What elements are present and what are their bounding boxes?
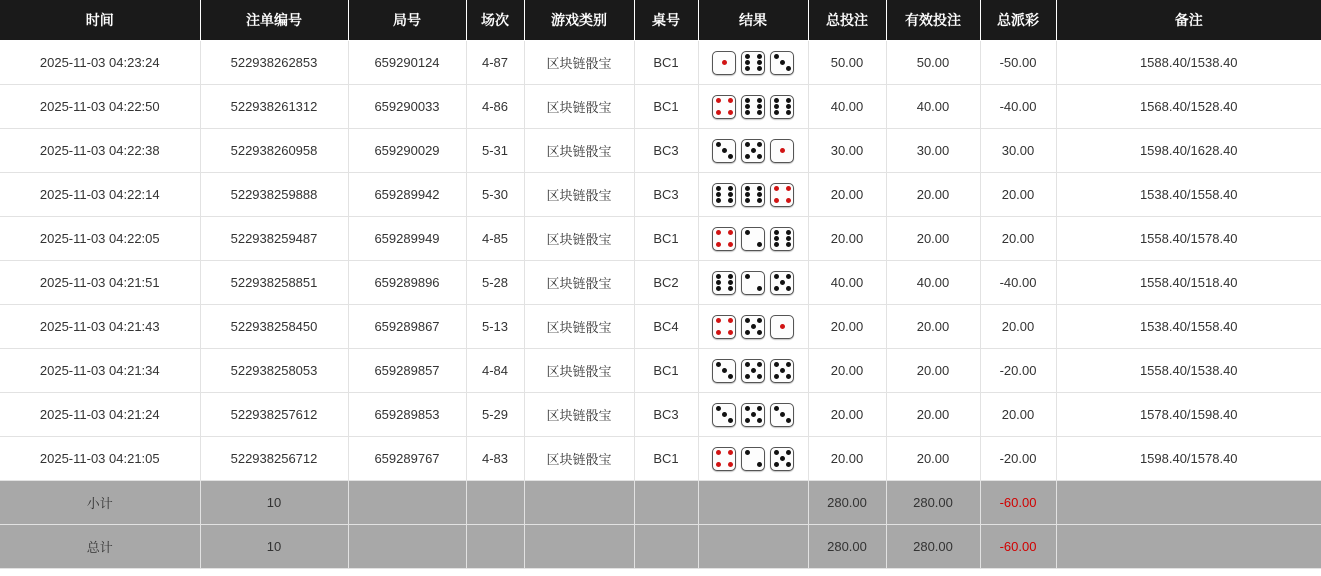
cell-time: 2025-11-03 04:22:38 bbox=[0, 129, 200, 173]
table-row bbox=[0, 261, 1321, 305]
dice-icon bbox=[770, 183, 794, 207]
cell-total-payout: -50.00 bbox=[980, 41, 1056, 85]
cell-total-bet: 40.00 bbox=[808, 261, 886, 305]
cell-valid-bet: 40.00 bbox=[886, 85, 980, 129]
cell-remark: 1588.40/1538.40 bbox=[1056, 41, 1321, 85]
cell-total-bet: 40.00 bbox=[808, 85, 886, 129]
dice-icon bbox=[712, 183, 736, 207]
cell-table-no: BC1 bbox=[634, 217, 698, 261]
cell-total-payout: -40.00 bbox=[980, 261, 1056, 305]
cell-table-no: BC4 bbox=[634, 305, 698, 349]
table-row bbox=[0, 173, 1321, 217]
table-header bbox=[0, 0, 1321, 41]
cell-round-no: 659289896 bbox=[348, 261, 466, 305]
dice-icon bbox=[741, 183, 765, 207]
cell-total-payout: 20.00 bbox=[980, 305, 1056, 349]
cell-session: 4-84 bbox=[466, 349, 524, 393]
dice-icon bbox=[770, 403, 794, 427]
cell-remark: 1558.40/1578.40 bbox=[1056, 217, 1321, 261]
table-row bbox=[0, 129, 1321, 173]
cell-round-no: 659290033 bbox=[348, 85, 466, 129]
dice-result-group bbox=[703, 227, 804, 251]
dice-icon bbox=[712, 315, 736, 339]
cell-session: 5-13 bbox=[466, 305, 524, 349]
dice-icon bbox=[770, 139, 794, 163]
cell-result bbox=[698, 85, 808, 129]
dice-icon bbox=[770, 51, 794, 75]
cell-total-bet: 20.00 bbox=[808, 217, 886, 261]
cell-time: 2025-11-03 04:22:14 bbox=[0, 173, 200, 217]
summary-valid-bet: 280.00 bbox=[886, 525, 980, 569]
cell-game-type: 区块链骰宝 bbox=[524, 393, 634, 437]
cell-game-type: 区块链骰宝 bbox=[524, 437, 634, 481]
cell-game-type: 区块链骰宝 bbox=[524, 305, 634, 349]
cell-session: 4-85 bbox=[466, 217, 524, 261]
dice-icon bbox=[712, 403, 736, 427]
cell-result bbox=[698, 261, 808, 305]
column-header-game-type: 游戏类别 bbox=[524, 0, 634, 41]
dice-icon bbox=[712, 447, 736, 471]
cell-table-no: BC2 bbox=[634, 261, 698, 305]
summary-empty-round bbox=[348, 481, 466, 525]
summary-empty-game bbox=[524, 481, 634, 525]
cell-time: 2025-11-03 04:23:24 bbox=[0, 41, 200, 85]
cell-round-no: 659289942 bbox=[348, 173, 466, 217]
cell-time: 2025-11-03 04:22:05 bbox=[0, 217, 200, 261]
dice-result-group bbox=[703, 271, 804, 295]
dice-icon bbox=[741, 227, 765, 251]
cell-table-no: BC3 bbox=[634, 129, 698, 173]
cell-order-no: 522938256712 bbox=[200, 437, 348, 481]
dice-result-group bbox=[703, 315, 804, 339]
summary-empty-session bbox=[466, 481, 524, 525]
summary-total-payout: -60.00 bbox=[980, 525, 1056, 569]
cell-game-type: 区块链骰宝 bbox=[524, 129, 634, 173]
cell-valid-bet: 20.00 bbox=[886, 349, 980, 393]
dice-result-group bbox=[703, 51, 804, 75]
summary-empty-round bbox=[348, 525, 466, 569]
cell-session: 4-86 bbox=[466, 85, 524, 129]
cell-valid-bet: 30.00 bbox=[886, 129, 980, 173]
summary-total-bet: 280.00 bbox=[808, 525, 886, 569]
dice-icon bbox=[741, 315, 765, 339]
cell-total-payout: -40.00 bbox=[980, 85, 1056, 129]
summary-total-payout: -60.00 bbox=[980, 481, 1056, 525]
dice-icon bbox=[712, 51, 736, 75]
cell-result bbox=[698, 217, 808, 261]
dice-result-group bbox=[703, 359, 804, 383]
dice-icon bbox=[741, 139, 765, 163]
cell-time: 2025-11-03 04:21:51 bbox=[0, 261, 200, 305]
cell-order-no: 522938259487 bbox=[200, 217, 348, 261]
dice-result-group bbox=[703, 403, 804, 427]
cell-order-no: 522938257612 bbox=[200, 393, 348, 437]
cell-valid-bet: 20.00 bbox=[886, 305, 980, 349]
dice-icon bbox=[770, 271, 794, 295]
table-row bbox=[0, 393, 1321, 437]
cell-result bbox=[698, 173, 808, 217]
cell-total-payout: 20.00 bbox=[980, 393, 1056, 437]
summary-label: 总计 bbox=[0, 525, 200, 569]
summary-empty-table bbox=[634, 481, 698, 525]
column-header-valid-bet: 有效投注 bbox=[886, 0, 980, 41]
column-header-round-no: 局号 bbox=[348, 0, 466, 41]
cell-time: 2025-11-03 04:21:24 bbox=[0, 393, 200, 437]
cell-time: 2025-11-03 04:21:05 bbox=[0, 437, 200, 481]
cell-total-bet: 20.00 bbox=[808, 173, 886, 217]
dice-icon bbox=[712, 95, 736, 119]
cell-total-payout: 20.00 bbox=[980, 217, 1056, 261]
cell-total-payout: 20.00 bbox=[980, 173, 1056, 217]
column-header-result: 结果 bbox=[698, 0, 808, 41]
summary-empty-remark bbox=[1056, 525, 1321, 569]
cell-valid-bet: 20.00 bbox=[886, 393, 980, 437]
cell-remark: 1538.40/1558.40 bbox=[1056, 173, 1321, 217]
column-header-session: 场次 bbox=[466, 0, 524, 41]
table-row bbox=[0, 305, 1321, 349]
summary-total-bet: 280.00 bbox=[808, 481, 886, 525]
summary-row bbox=[0, 525, 1321, 569]
dice-result-group bbox=[703, 95, 804, 119]
table-body bbox=[0, 41, 1321, 569]
cell-total-payout: -20.00 bbox=[980, 437, 1056, 481]
cell-session: 4-83 bbox=[466, 437, 524, 481]
dice-icon bbox=[741, 447, 765, 471]
summary-count: 10 bbox=[200, 481, 348, 525]
cell-round-no: 659289767 bbox=[348, 437, 466, 481]
summary-empty-result bbox=[698, 481, 808, 525]
dice-icon bbox=[770, 315, 794, 339]
cell-total-bet: 50.00 bbox=[808, 41, 886, 85]
cell-time: 2025-11-03 04:22:50 bbox=[0, 85, 200, 129]
table-row bbox=[0, 349, 1321, 393]
cell-total-payout: 30.00 bbox=[980, 129, 1056, 173]
cell-order-no: 522938262853 bbox=[200, 41, 348, 85]
cell-round-no: 659289857 bbox=[348, 349, 466, 393]
cell-order-no: 522938258851 bbox=[200, 261, 348, 305]
cell-table-no: BC3 bbox=[634, 173, 698, 217]
column-header-order-no: 注单编号 bbox=[200, 0, 348, 41]
column-header-total-payout: 总派彩 bbox=[980, 0, 1056, 41]
cell-session: 4-87 bbox=[466, 41, 524, 85]
header-row bbox=[0, 0, 1321, 41]
dice-icon bbox=[741, 95, 765, 119]
column-header-table-no: 桌号 bbox=[634, 0, 698, 41]
cell-round-no: 659290029 bbox=[348, 129, 466, 173]
cell-remark: 1598.40/1628.40 bbox=[1056, 129, 1321, 173]
dice-icon bbox=[741, 359, 765, 383]
cell-game-type: 区块链骰宝 bbox=[524, 261, 634, 305]
dice-icon bbox=[712, 359, 736, 383]
cell-game-type: 区块链骰宝 bbox=[524, 349, 634, 393]
summary-row bbox=[0, 481, 1321, 525]
dice-icon bbox=[712, 139, 736, 163]
cell-game-type: 区块链骰宝 bbox=[524, 41, 634, 85]
cell-order-no: 522938258450 bbox=[200, 305, 348, 349]
cell-remark: 1568.40/1528.40 bbox=[1056, 85, 1321, 129]
cell-result bbox=[698, 129, 808, 173]
cell-result bbox=[698, 393, 808, 437]
table-row bbox=[0, 85, 1321, 129]
cell-table-no: BC1 bbox=[634, 437, 698, 481]
dice-icon bbox=[770, 227, 794, 251]
cell-remark: 1558.40/1518.40 bbox=[1056, 261, 1321, 305]
cell-session: 5-29 bbox=[466, 393, 524, 437]
table-row bbox=[0, 437, 1321, 481]
dice-icon bbox=[712, 227, 736, 251]
cell-remark: 1598.40/1578.40 bbox=[1056, 437, 1321, 481]
cell-valid-bet: 20.00 bbox=[886, 437, 980, 481]
cell-session: 5-30 bbox=[466, 173, 524, 217]
cell-game-type: 区块链骰宝 bbox=[524, 173, 634, 217]
cell-valid-bet: 20.00 bbox=[886, 173, 980, 217]
summary-label: 小计 bbox=[0, 481, 200, 525]
cell-total-bet: 20.00 bbox=[808, 349, 886, 393]
cell-total-bet: 30.00 bbox=[808, 129, 886, 173]
cell-valid-bet: 40.00 bbox=[886, 261, 980, 305]
cell-total-bet: 20.00 bbox=[808, 437, 886, 481]
dice-result-group bbox=[703, 447, 804, 471]
cell-session: 5-28 bbox=[466, 261, 524, 305]
dice-icon bbox=[741, 51, 765, 75]
cell-session: 5-31 bbox=[466, 129, 524, 173]
dice-icon bbox=[770, 359, 794, 383]
cell-table-no: BC1 bbox=[634, 41, 698, 85]
summary-empty-remark bbox=[1056, 481, 1321, 525]
cell-order-no: 522938258053 bbox=[200, 349, 348, 393]
cell-table-no: BC1 bbox=[634, 85, 698, 129]
table-row bbox=[0, 217, 1321, 261]
cell-table-no: BC3 bbox=[634, 393, 698, 437]
cell-remark: 1538.40/1558.40 bbox=[1056, 305, 1321, 349]
cell-round-no: 659289853 bbox=[348, 393, 466, 437]
cell-remark: 1578.40/1598.40 bbox=[1056, 393, 1321, 437]
dice-result-group bbox=[703, 183, 804, 207]
dice-result-group bbox=[703, 139, 804, 163]
cell-remark: 1558.40/1538.40 bbox=[1056, 349, 1321, 393]
table-row bbox=[0, 41, 1321, 85]
cell-round-no: 659289867 bbox=[348, 305, 466, 349]
dice-icon bbox=[770, 95, 794, 119]
cell-table-no: BC1 bbox=[634, 349, 698, 393]
cell-result bbox=[698, 437, 808, 481]
cell-total-payout: -20.00 bbox=[980, 349, 1056, 393]
column-header-time: 时间 bbox=[0, 0, 200, 41]
summary-empty-table bbox=[634, 525, 698, 569]
summary-empty-result bbox=[698, 525, 808, 569]
dice-icon bbox=[741, 271, 765, 295]
dice-icon bbox=[741, 403, 765, 427]
cell-game-type: 区块链骰宝 bbox=[524, 217, 634, 261]
column-header-remark: 备注 bbox=[1056, 0, 1321, 41]
cell-round-no: 659290124 bbox=[348, 41, 466, 85]
cell-result bbox=[698, 41, 808, 85]
cell-valid-bet: 20.00 bbox=[886, 217, 980, 261]
cell-total-bet: 20.00 bbox=[808, 393, 886, 437]
dice-icon bbox=[712, 271, 736, 295]
cell-order-no: 522938261312 bbox=[200, 85, 348, 129]
cell-result bbox=[698, 305, 808, 349]
cell-time: 2025-11-03 04:21:34 bbox=[0, 349, 200, 393]
summary-empty-game bbox=[524, 525, 634, 569]
cell-time: 2025-11-03 04:21:43 bbox=[0, 305, 200, 349]
cell-round-no: 659289949 bbox=[348, 217, 466, 261]
dice-icon bbox=[770, 447, 794, 471]
cell-game-type: 区块链骰宝 bbox=[524, 85, 634, 129]
summary-empty-session bbox=[466, 525, 524, 569]
cell-total-bet: 20.00 bbox=[808, 305, 886, 349]
cell-order-no: 522938260958 bbox=[200, 129, 348, 173]
column-header-total-bet: 总投注 bbox=[808, 0, 886, 41]
summary-valid-bet: 280.00 bbox=[886, 481, 980, 525]
cell-valid-bet: 50.00 bbox=[886, 41, 980, 85]
summary-count: 10 bbox=[200, 525, 348, 569]
cell-result bbox=[698, 349, 808, 393]
cell-order-no: 522938259888 bbox=[200, 173, 348, 217]
